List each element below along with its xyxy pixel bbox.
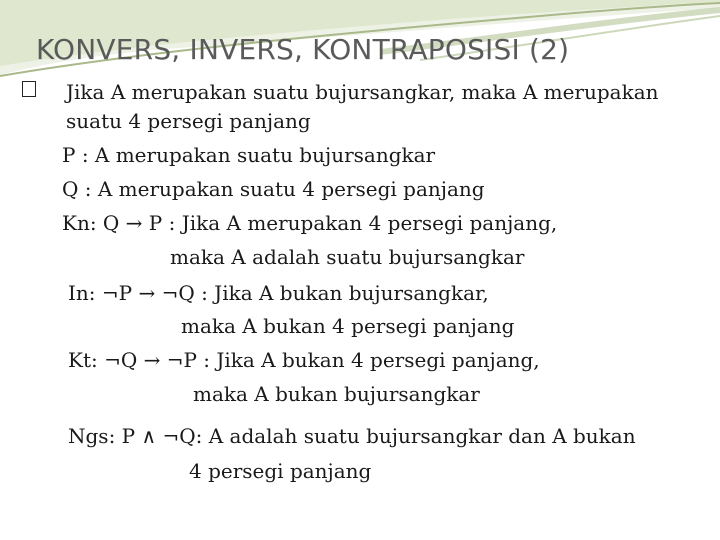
invers-line-2: maka A bukan 4 persegi panjang (181, 314, 515, 338)
bullet-text-line-2: suatu 4 persegi panjang (66, 109, 311, 133)
bullet-box-icon (22, 81, 36, 97)
premise-q: Q : A merupakan suatu 4 persegi panjang (62, 177, 485, 201)
bullet-text-line-1: Jika A merupakan suatu bujursangkar, maka A merupakan (66, 80, 659, 104)
invers-line-1: In: ¬P → ¬Q : Jika A bukan bujursangkar, (68, 281, 489, 305)
negation-line-2: 4 persegi panjang (189, 459, 372, 483)
konvers-line-1: Kn: Q → P : Jika A merupakan 4 persegi panjang, (62, 211, 558, 235)
premise-p: P : A merupakan suatu bujursangkar (62, 143, 436, 167)
kontraposisi-line-1: Kt: ¬Q → ¬P : Jika A bukan 4 persegi panjang, (68, 348, 540, 372)
konvers-line-2: maka A adalah suatu bujursangkar (170, 245, 525, 269)
slide-title: KONVERS, INVERS, KONTRAPOSISI (2) (36, 33, 570, 66)
kontraposisi-line-2: maka A bukan bujursangkar (193, 382, 480, 406)
negation-line-1: Ngs: P ∧ ¬Q: A adalah suatu bujursangkar dan A bukan (68, 424, 636, 448)
